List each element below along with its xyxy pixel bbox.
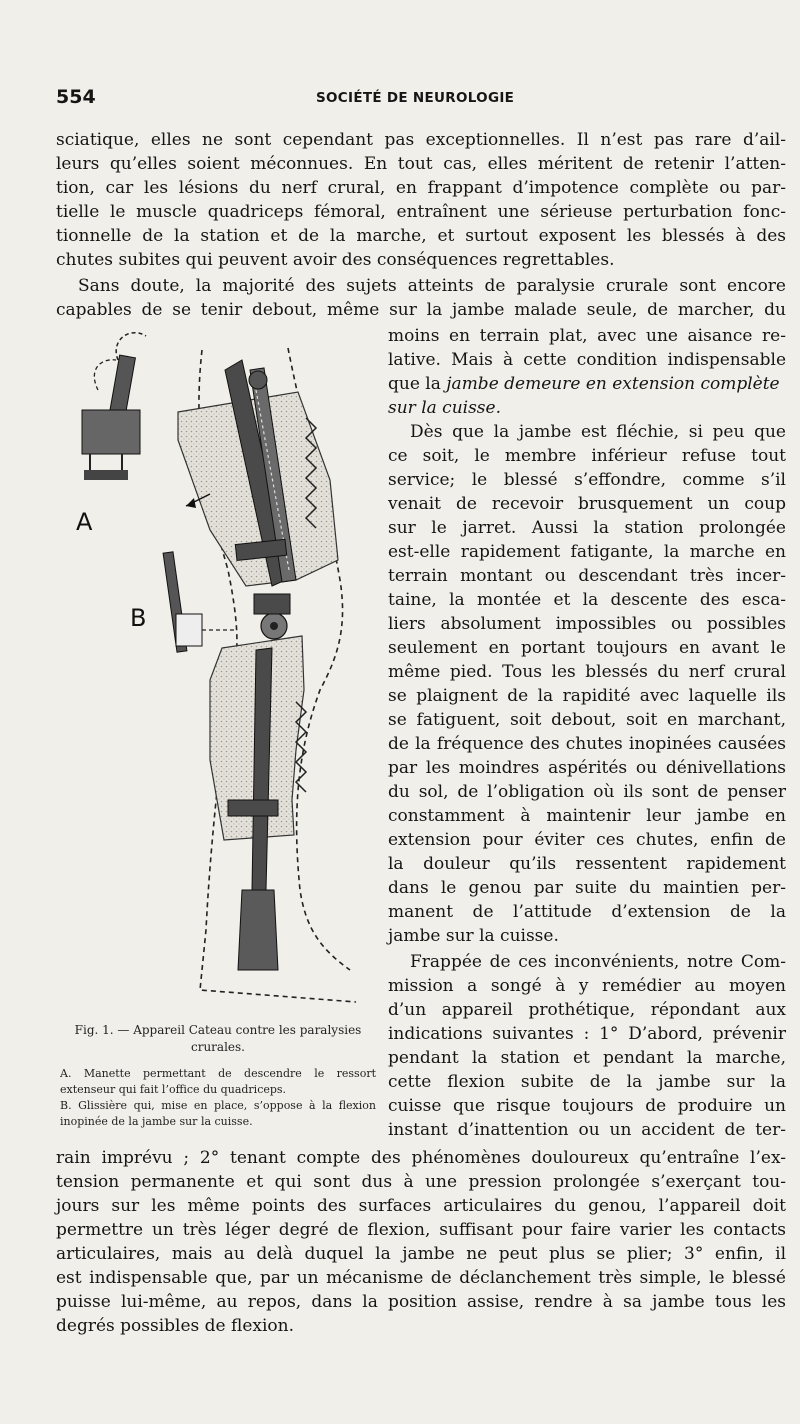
text-line: ce soit, le membre inférieur refuse tout (388, 446, 786, 466)
text-line: taine, la montée et la descente des esca- (388, 590, 786, 610)
text-line: degrés possibles de flexion. (56, 1316, 295, 1336)
stirrup (238, 890, 278, 970)
label-b: B (130, 604, 147, 632)
slide-guide (176, 614, 202, 646)
text-line: articulaires, mais au delà duquel la jambe ne peut plus se plier; 3° enfin, il (56, 1244, 786, 1264)
text-line: service; le blessé s’effondre, comme s’il (388, 470, 786, 490)
text-line: Sans doute, la majorité des sujets atteints de paralysie crurale sont encore (78, 276, 786, 296)
text-line: lative. Mais à cette condition indispensable (388, 350, 786, 370)
text-line: tion, car les lésions du nerf crural, en frappant d’impotence complète ou par- (56, 178, 786, 198)
text-line: la douleur qu’ils ressentent rapidement (388, 854, 786, 874)
prosthesis-figure (60, 330, 378, 1020)
text-line: indications suivantes : 1° D’abord, prévenir (388, 1024, 786, 1044)
emphasis-text: sur la cuisse. (388, 398, 501, 418)
text-line (388, 372, 786, 396)
text-line: sciatique, elles ne sont cependant pas exceptionnelles. Il n’est pas rare d’ail- (56, 130, 786, 150)
text-line: Frappée de ces inconvénients, notre Com- (410, 952, 786, 972)
text-line: mission a songé à y remédier au moyen (388, 976, 786, 996)
text-line: est indispensable que, par un mécanisme de déclanchement très simple, le blessé (56, 1268, 786, 1288)
text-line: Dès que la jambe est fléchie, si peu que (410, 422, 786, 442)
text-line: puisse lui-même, au repos, dans la position assise, rendre à sa jambe tous les (56, 1292, 786, 1312)
text-line: cuisse que risque toujours de produire un (388, 1096, 786, 1116)
text-line: extension pour éviter ces chutes, enfin de (388, 830, 786, 850)
text-line: par les moindres aspérités ou dénivellations (388, 758, 786, 778)
label-a: A (76, 508, 93, 536)
text-line: jambe sur la cuisse. (388, 926, 559, 946)
text-line: rain imprévu ; 2° tenant compte des phénomènes douloureux qu’entraîne l’ex- (56, 1148, 786, 1168)
shin-upright (252, 648, 272, 890)
text-line: dans le genou par suite du maintien per- (388, 878, 786, 898)
text-line: seulement en portant toujours en avant le (388, 638, 786, 658)
page-header (56, 86, 764, 110)
text-line: tension permanente et qui sont dus à une pression prolongée s’exerçant tou- (56, 1172, 786, 1192)
text-line: est-elle rapidement fatigante, la marche en (388, 542, 786, 562)
text-line: tielle le muscle quadriceps fémoral, entraînent une sérieuse perturbation fonc- (56, 202, 786, 222)
text-line: permettre un très léger degré de flexion, suffisant pour faire varier les contacts (56, 1220, 786, 1240)
knee-block (254, 594, 290, 614)
text-line: venait de recevoir brusquement un coup (388, 494, 786, 514)
text-line: pendant la station et pendant la marche, (388, 1048, 786, 1068)
emphasis-text: jambe demeure en extension complète (446, 374, 780, 394)
text-line: tionnelle de la station et de la marche, et surtout exposent les blessés à des (56, 226, 786, 246)
text-line: terrain montant ou descendant très incer- (388, 566, 786, 586)
text-line: capables de se tenir debout, même sur la jambe malade seule, de marcher, du (56, 300, 786, 320)
figure-caption-a: A. Manette permettant de descendre le ressort extenseur qui fait l’office du quadriceps. (60, 1067, 376, 1096)
page-number: 554 (56, 86, 96, 108)
text-fragment: que la (388, 374, 441, 394)
text-line: sur le jarret. Aussi la station prolongée (388, 518, 786, 538)
figure-caption-b: B. Glissière qui, mise en place, s’oppose à la flexion inopinée de la jambe sur la cuisse. (60, 1099, 376, 1128)
figure-caption-title: Fig. 1. — Appareil Cateau contre les paralysies crurales. (74, 1023, 362, 1054)
text-line: leurs qu’elles soient méconnues. En tout cas, elles méritent de retenir l’atten- (56, 154, 786, 174)
shin-strap (228, 800, 278, 816)
text-line: même pied. Tous les blessés du nerf crural (388, 662, 786, 682)
lever-block (82, 410, 140, 454)
lever-knob (249, 371, 267, 389)
text-line: instant d’inattention ou un accident de ter- (388, 1120, 786, 1140)
text-line: de la fréquence des chutes inopinées causées (388, 734, 786, 754)
text-line: du sol, de l’obligation où ils sont de penser (388, 782, 786, 802)
text-line: chutes subites qui peuvent avoir des conséquences regrettables. (56, 250, 615, 270)
text-line: moins en terrain plat, avec une aisance re- (388, 326, 786, 346)
text-line: d’un appareil prothétique, répondant aux (388, 1000, 786, 1020)
running-head: SOCIÉTÉ DE NEUROLOGIE (316, 90, 515, 106)
text-line: liers absolument impossibles ou possibles (388, 614, 786, 634)
text-line: se fatiguent, soit debout, soit en marchant, (388, 710, 786, 730)
text-line: cette flexion subite de la jambe sur la (388, 1072, 786, 1092)
text-line: se plaignent de la rapidité avec laquelle ils (388, 686, 786, 706)
text-line: constamment à maintenir leur jambe en (388, 806, 786, 826)
text-line: manent de l’attitude d’extension de la (388, 902, 786, 922)
text-line: jours sur les même points des surfaces articulaires du genou, l’appareil doit (56, 1196, 786, 1216)
